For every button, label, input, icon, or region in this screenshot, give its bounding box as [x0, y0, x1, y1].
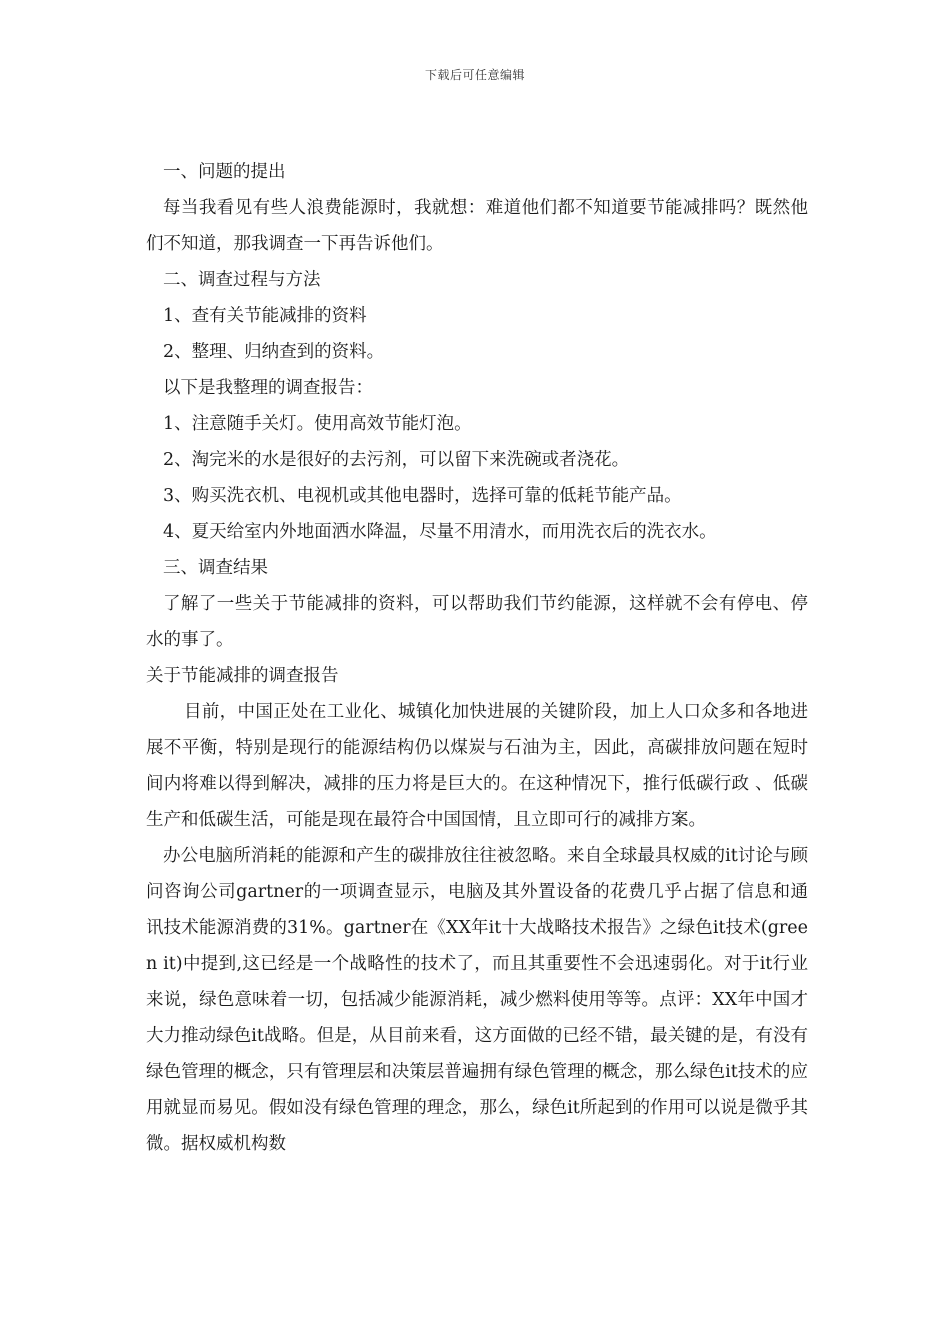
method-item: 2、整理、归纳查到的资料。	[163, 342, 385, 362]
page-header-note: 下载后可任意编辑	[424, 68, 525, 82]
document-body	[146, 154, 808, 1162]
body-paragraph-context: 目前，中国正处在工业化、城镇化加快进展的关键阶段，加上人口众多和各地进展不平衡，特别是现行的能源结构仍以煤炭与石油为主，因此，高碳排放问题在短时间内将难以得到解决，减排的压力将是巨大的。在这种情况下，推行低碳行政 、低碳生产和低碳生活，可能是现在最符合中国国情，且立即可行的减排方案。	[146, 702, 808, 830]
finding-item: 1、注意随手关灯。使用高效节能灯泡。	[163, 414, 472, 434]
section-heading-process: 二、调查过程与方法	[163, 270, 321, 290]
body-paragraph-green-it: 办公电脑所消耗的能源和产生的碳排放往往被忽略。来自全球最具权威的it讨论与顾问咨询公司gartner的一项调查显示，电脑及其外置设备的花费几乎占据了信息和通讯技术能源消费的31%。gartner在《XX年it十大战略技术报告》之绿色it技术(green it)中提到,这已经是一个战略性的技术了，而且其重要性不会迅速弱化。对于it行业来说，绿色意味着一切，包括减少能源消耗，减少燃料使用等等。点评：XX年中国才大力推动绿色it战略。但是，从目前来看，这方面做的已经不错，最关键的是，有没有绿色管理的概念，只有管理层和决策层普遍拥有绿色管理的概念，那么绿色it技术的应用就显而易见。假如没有绿色管理的理念，那么，绿色it所起到的作用可以说是微乎其微。据权威机构数	[146, 846, 808, 1154]
finding-item: 3、购买洗衣机、电视机或其他电器时，选择可靠的低耗节能产品。	[163, 486, 682, 506]
finding-item: 2、淘完米的水是很好的去污剂，可以留下来洗碗或者浇花。	[163, 450, 630, 470]
report-title: 关于节能减排的调查报告	[146, 666, 339, 686]
results-paragraph: 了解了一些关于节能减排的资料，可以帮助我们节约能源，这样就不会有停电、停水的事了。	[146, 594, 808, 650]
section-heading-results: 三、调查结果	[163, 558, 268, 578]
problem-paragraph: 每当我看见有些人浪费能源时，我就想：难道他们都不知道要节能减排吗？既然他们不知道，那我调查一下再告诉他们。	[146, 198, 808, 254]
section-heading-problem: 一、问题的提出	[163, 162, 286, 182]
finding-item: 4、夏天给室内外地面洒水降温，尽量不用清水，而用洗衣后的洗衣水。	[163, 522, 717, 542]
method-item: 1、查有关节能减排的资料	[163, 306, 367, 326]
report-intro: 以下是我整理的调查报告：	[163, 378, 373, 398]
